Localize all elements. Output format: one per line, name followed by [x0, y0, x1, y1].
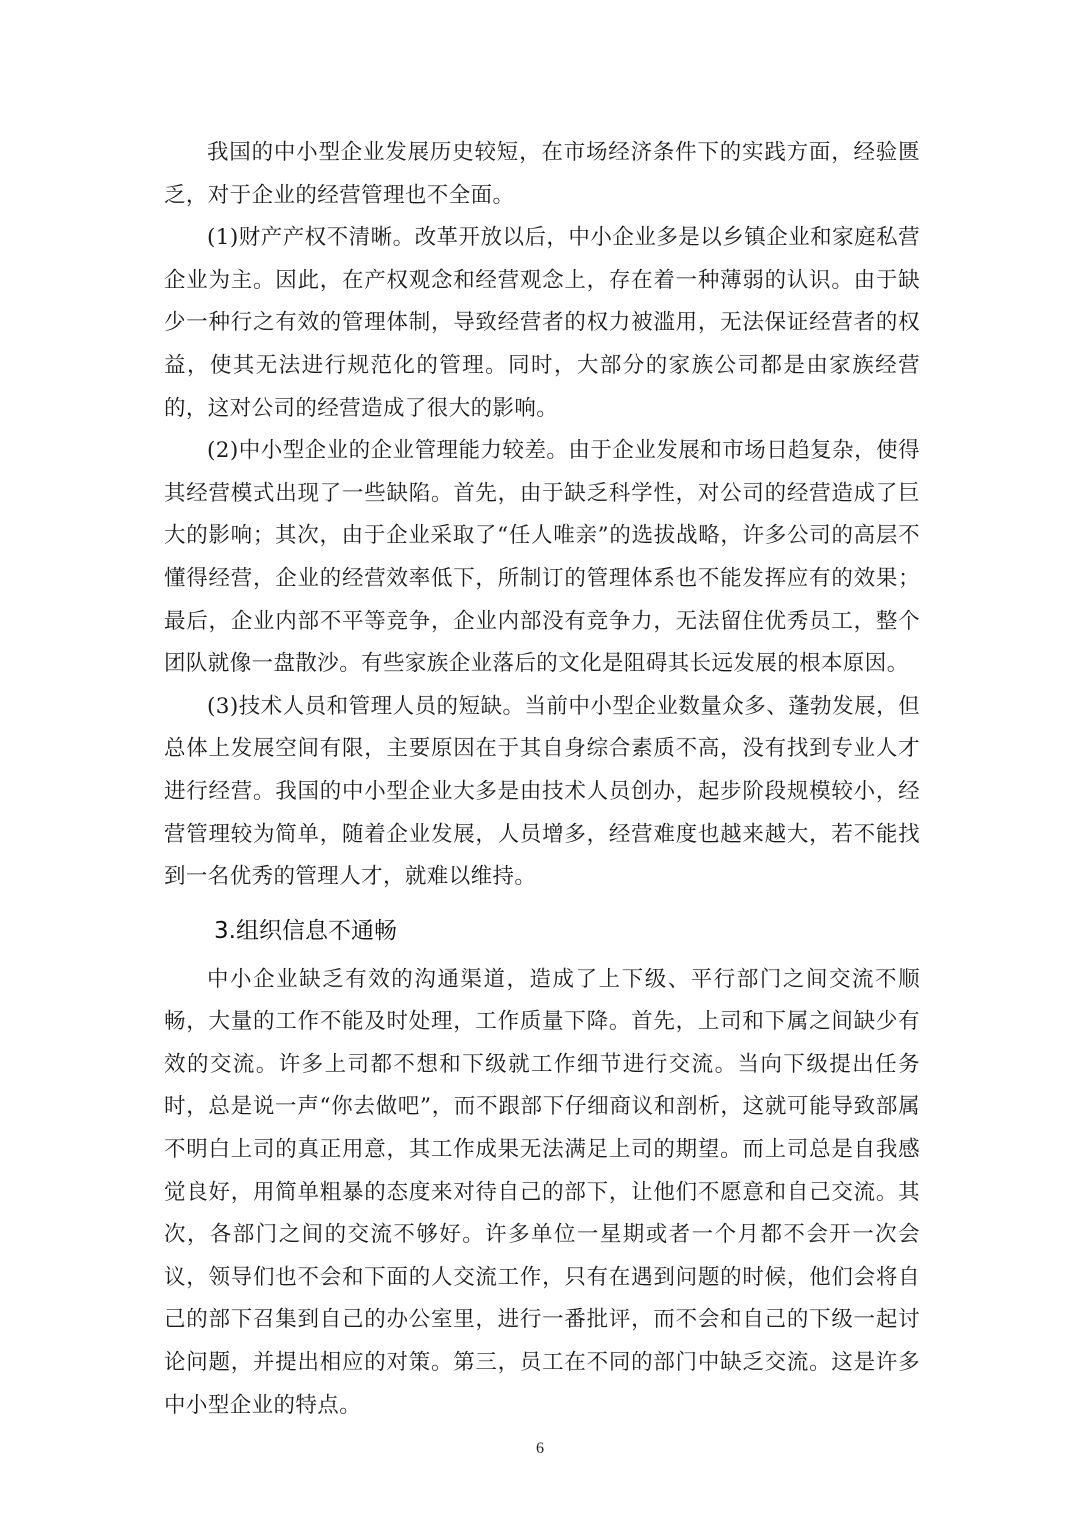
- paragraph-point-2: (2)中小型企业的企业管理能力较差。由于企业发展和市场日趋复杂，使得其经营模式出现了一些缺陷。首先，由于缺乏科学性，对公司的经营造成了巨大的影响；其次，由于企业采取了“任人唯亲”的选拔战略，许多公司的高层不懂得经营，企业的经营效率低下，所制订的管理体系也不能发挥应有的效果；最后，企业内部不平等竞争，企业内部没有竞争力，无法留住优秀员工，整个团队就像一盘散沙。有些家族企业落后的文化是阻碍其长远发展的根本原因。: [164, 438, 920, 677]
- paragraph-point-3: (3)技术人员和管理人员的短缺。当前中小型企业数量众多、蓬勃发展，但总体上发展空间有限，主要原因在于其自身综合素质不高，没有找到专业人才进行经营。我国的中小型企业大多是由技术人员创办，起步阶段规模较小，经营管理较为简单，随着企业发展，人员增多，经营难度也越来越大，若不能找到一名优秀的管理人才，就难以维持。: [164, 693, 920, 890]
- section-heading: 3.组织信息不通畅: [214, 917, 397, 944]
- paragraph-communication: 中小企业缺乏有效的沟通渠道，造成了上下级、平行部门之间交流不顺畅，大量的工作不能及时处理，工作质量下降。首先，上司和下属之间缺少有效的交流。许多上司都不想和下级就工作细节进行交流。当向下级提出任务时，总是说一声“你去做吧”，而不跟部下仔细商议和剖析，这就可能导致部属不明白上司的真正用意，其工作成果无法满足上司的期望。而上司总是自我感觉良好，用简单粗暴的态度来对待自己的部下，让他们不愿意和自己交流。其次，各部门之间的交流不够好。许多单位一星期或者一个月都不会开一次会议，领导们也不会和下面的人交流工作，只有在遇到问题的时候，他们会将自己的部下召集到自己的办公室里，进行一番批评，而不会和自己的下级一起讨论问题，并提出相应的对策。第三，员工在不同的部门中缺乏交流。这是许多中小型企业的特点。: [164, 966, 920, 1418]
- page-body: [164, 132, 920, 1427]
- paragraph-intro: 我国的中小型企业发展历史较短，在市场经济条件下的实践方面，经验匮乏，对于企业的经营管理也不全面。: [164, 140, 920, 208]
- paragraph-point-1: (1)财产产权不清晰。改革开放以后，中小企业多是以乡镇企业和家庭私营企业为主。因此，在产权观念和经营观念上，存在着一种薄弱的认识。由于缺少一种行之有效的管理体制，导致经营者的权力被滥用，无法保证经营者的权益，使其无法进行规范化的管理。同时，大部分的家族公司都是由家族经营的，这对公司的经营造成了很大的影响。: [164, 225, 920, 421]
- page-number: 6: [536, 1440, 544, 1457]
